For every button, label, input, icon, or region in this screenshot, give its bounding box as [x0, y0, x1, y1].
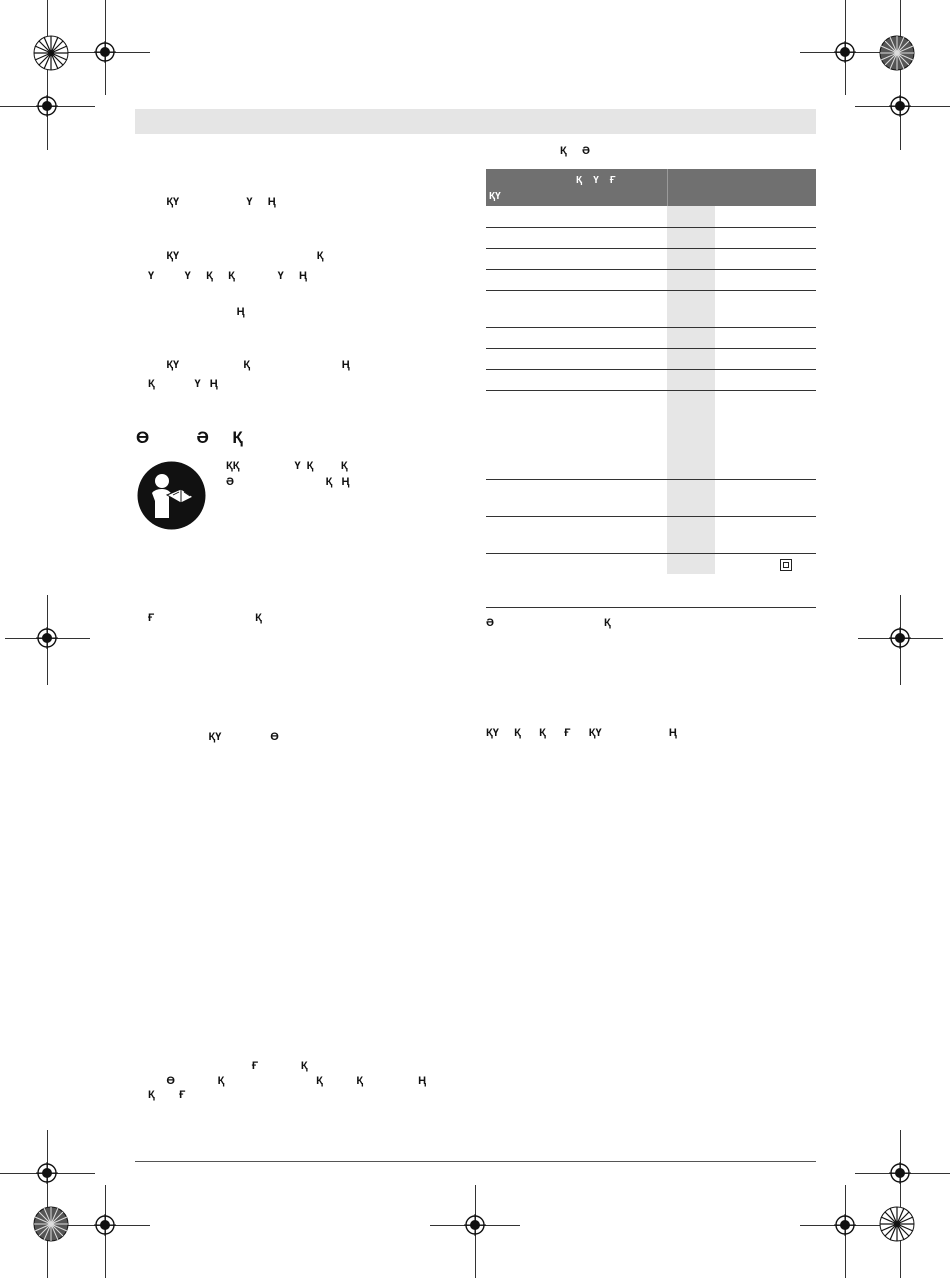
registration-mark-icon — [889, 627, 911, 649]
body-text-line: ҚҮ Қ Қ Ғ ҚҮ Ң — [486, 727, 677, 739]
registration-mark-icon — [36, 627, 58, 649]
color-rosette-icon — [879, 35, 915, 71]
registration-mark-icon — [36, 95, 58, 117]
table-caption: Қ Ә — [560, 145, 590, 157]
body-text-line: ҚҮ Ө — [178, 731, 279, 743]
table-header-cell: Қ Ү Ғ — [576, 175, 616, 186]
body-text-line: Ғ Қ — [148, 612, 262, 624]
page-footer-rule — [135, 1161, 816, 1162]
registration-mark-icon — [94, 1214, 116, 1236]
color-rosette-icon — [33, 1206, 69, 1242]
color-rosette-icon — [33, 35, 69, 71]
registration-mark-icon — [464, 1214, 486, 1236]
registration-mark-icon — [94, 41, 116, 63]
body-text-line: Қ Ү Ң — [148, 378, 218, 390]
body-text-line: ҚҮ Ү Ң — [148, 196, 276, 208]
body-text-line: Қ Ғ — [148, 1089, 186, 1101]
body-text-line: Ғ Қ — [148, 1060, 308, 1072]
table-header — [486, 169, 816, 206]
manual-note-line: Ә Қ Ң — [226, 476, 350, 488]
section-heading: Ө Ә Қ — [136, 428, 243, 447]
page-header-band — [135, 109, 816, 134]
registration-mark-icon — [834, 1214, 856, 1236]
registration-mark-icon — [889, 1162, 911, 1184]
double-insulation-icon — [780, 559, 792, 571]
table-note: Ә Қ — [486, 617, 611, 629]
body-text-line: Ү Ү Қ Қ Ү Ң — [148, 270, 307, 282]
read-manual-icon — [137, 461, 206, 530]
body-text-line: Ө Қ Қ Қ Ң — [148, 1075, 427, 1087]
body-text-line: ҚҮ Қ — [148, 250, 324, 262]
registration-mark-icon — [889, 95, 911, 117]
registration-mark-icon — [834, 41, 856, 63]
body-text-line: ҚҮ Қ Ң — [148, 359, 350, 371]
body-text-line: Ң — [148, 306, 245, 318]
color-rosette-icon — [879, 1206, 915, 1242]
registration-mark-icon — [36, 1162, 58, 1184]
manual-note-line: ҚҚ Ү Қ Қ — [226, 460, 348, 472]
table-header-cell: ҚҮ — [489, 191, 501, 202]
